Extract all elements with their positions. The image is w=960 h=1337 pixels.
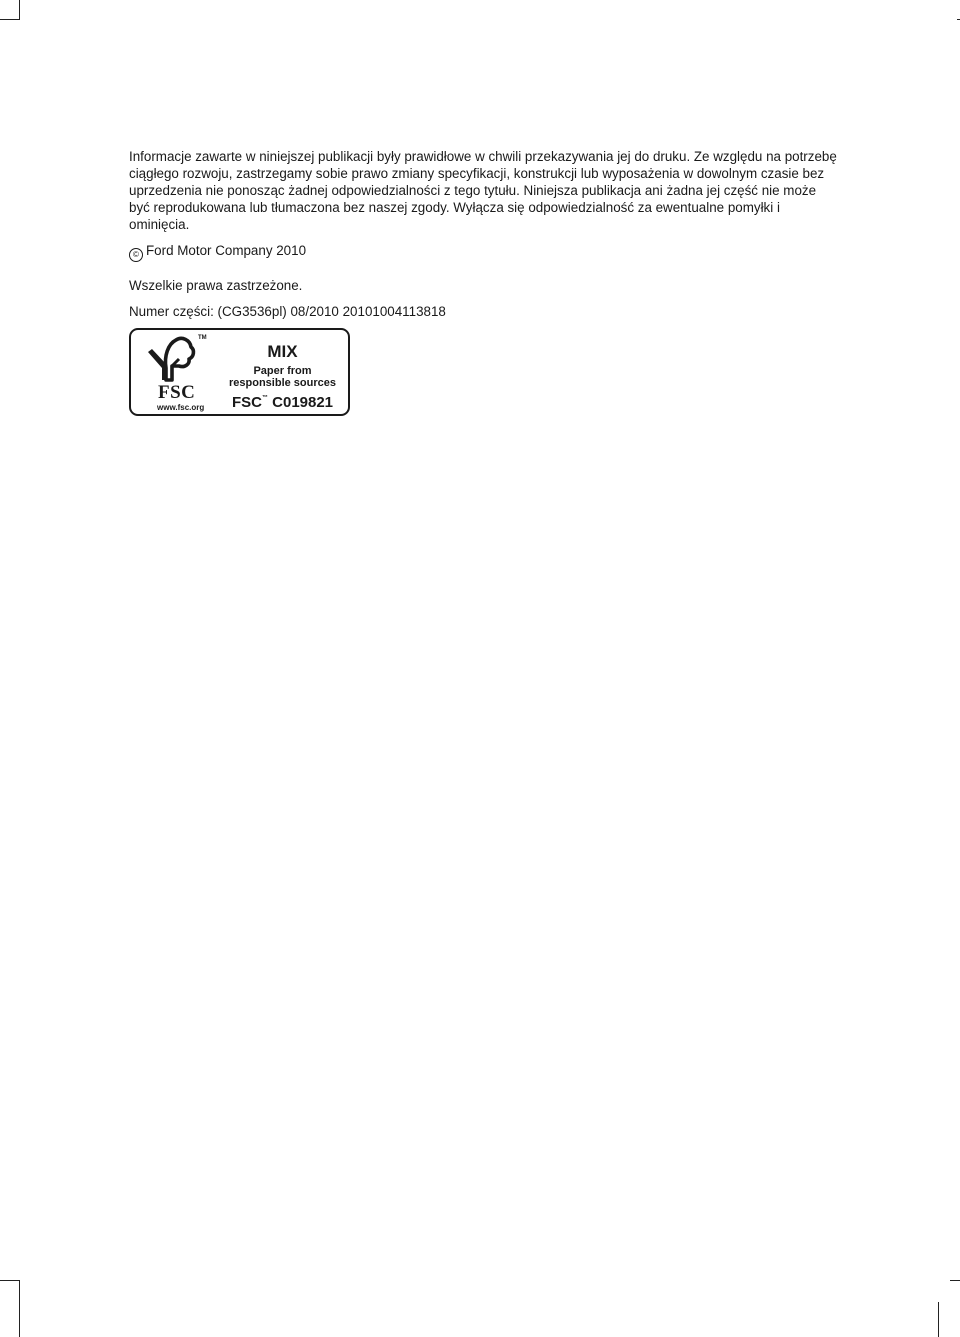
crop-mark-bottom-right-horizontal <box>950 1280 960 1281</box>
crop-mark-top-left-horizontal <box>0 19 20 20</box>
fsc-details <box>217 330 348 414</box>
fsc-paper-source <box>217 365 348 389</box>
fsc-code-number: C019821 <box>272 394 334 411</box>
fsc-logo <box>131 330 217 414</box>
fsc-code-trademark: ™ <box>261 395 268 401</box>
imprint-section <box>129 148 839 320</box>
crop-mark-bottom-left-horizontal <box>0 1280 20 1281</box>
copyright-text: Ford Motor Company 2010 <box>146 243 307 259</box>
rights-reserved: Wszelkie prawa zastrzeżone. <box>129 278 303 294</box>
fsc-website: www.fsc.org <box>157 403 205 412</box>
fsc-license-code <box>217 394 348 411</box>
fsc-code-prefix: FSC <box>231 394 262 411</box>
crop-mark-top-left-vertical <box>19 0 20 20</box>
fsc-paper-line-2: responsible sources <box>229 377 336 389</box>
copyright-line <box>129 242 839 262</box>
crop-mark-bottom-right-vertical <box>938 1302 939 1337</box>
fsc-paper-line-1: Paper from <box>253 365 312 377</box>
fsc-trademark: TM <box>198 335 207 341</box>
legal-notice: Informacje zawarte w niniejszej publikacji były prawidłowe w chwili przekazywania jej do druku. Ze względu na potrzebę ciągłego rozwoju, zastrzegamy sobie prawo zmiany specyfikacji, konstrukcji lub wyposażenia w dowolnym czasie bez uprzedzenia nie ponosząc żadnej odpowiedzialności z tego tytułu. Niniejsza publikacja ani żadna jej część nie może być reprodukowana lub tłumaczona bez naszej zgody. Wyłącza się odpowiedzialność za ewentualne pomyłki i ominięcia. <box>129 149 837 233</box>
fsc-tree-checkmark-icon <box>146 334 196 382</box>
copyright-symbol: © <box>129 248 143 262</box>
part-number: Numer części: (CG3536pl) 08/2010 20101004113818 <box>129 304 446 320</box>
crop-mark-bottom-left-vertical <box>19 1280 20 1337</box>
fsc-mix-label: MIX <box>267 342 298 361</box>
fsc-certification-label <box>129 328 350 416</box>
fsc-logo-text: FSC <box>158 382 196 403</box>
